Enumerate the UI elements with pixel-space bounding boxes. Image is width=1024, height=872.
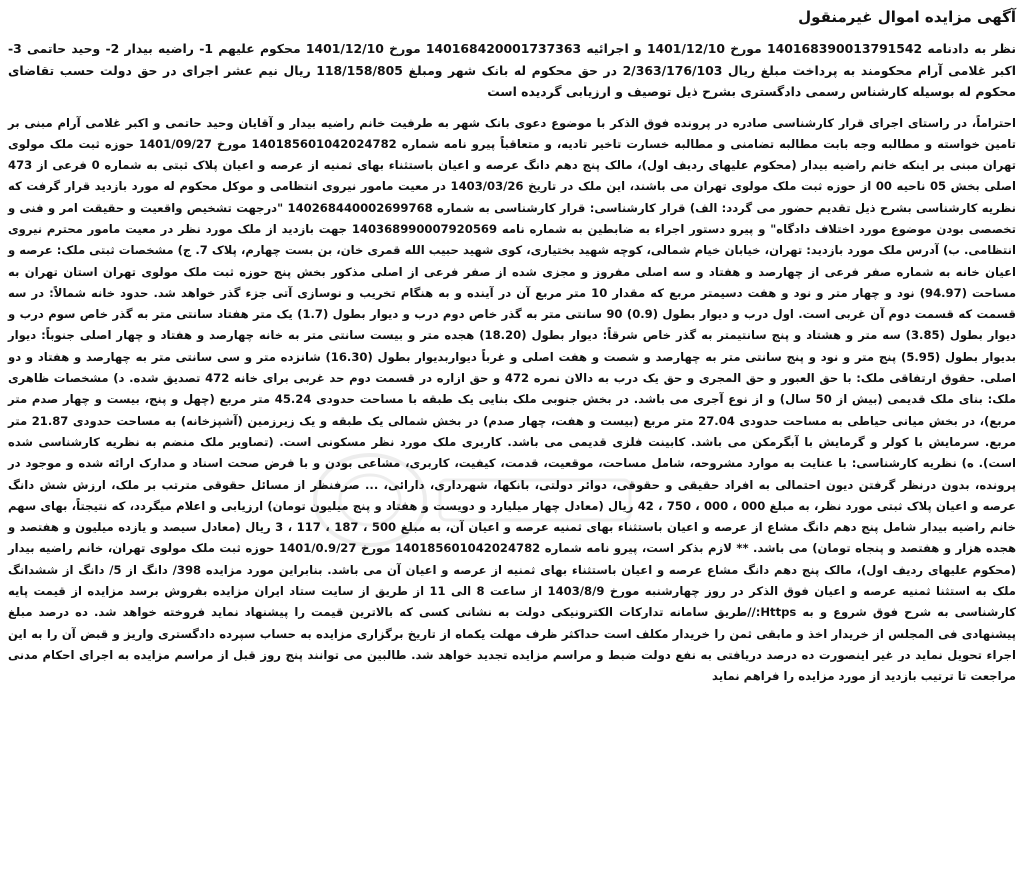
document-title: آگهی مزایده اموال غیرمنقول (798, 8, 1016, 26)
body-paragraph: احتراماً، در راستای اجرای قرار کارشناسی صادره در پرونده فوق الذکر با موضوع دعوی بانک شهر به طرفیت خانم راضیه بیدار و آقایان وحید حاتمی و اکبر غلامی آرام مبنی بر تامین خواسته و مطالبه وجه بابت مطالبه تضامنی و مطالبه خسارت تاخیر تادیه، و متعاقباً پیرو نامه شماره 140185601042024782 مورخ 1401/09/27 حوزه ثبت ملک مولوی تهران مبنی بر اینکه خانم راضیه بیدار (محکوم علیهای ردیف اول)، مالک پنج دهم دانگ عرصه و اعیان باستثناء بهای ثمنیه از عرصه و اعیان پلاک ثبتی به شماره 0 فرعی از 473 اصلی بخش 05 ناحیه 00 از حوزه ثبت ملک مولوی تهران می باشند، این ملک در تاریخ 1403/03/26 در معیت مامور نیروی انتظامی و موکل محکوم له مورد بازدید قرار گرفت که نظریه کارشناسی بشرح ذیل تقدیم حضور می گردد: الف) قرار کارشناسی: قرار کارشناسی به شماره 140268440002699768 "درجهت تشخیص واقعیت و حقیقت امر و فنی و تخصصی بودن موضوع مورد اختلاف دادگاه" و پیرو دستور اجراء به ضابطین به شماره نامه 140368990007920569 جهت بازدید از ملک مورد نظر در معیت مامور محترم نیروی انتظامی. ب) آدرس ملک مورد بازدید: تهران، خیابان خیام شمالی، کوچه شهید بختیاری، کوی شهید حبیب الله قمری خان، بن بست چهارم، پلاک 7. ج) مشخصات ثبتی ملک: عرصه و اعیان خانه به شماره صفر فرعی از چهارصد و هفتاد و سه اصلی مفروز و مجزی شده از صفر فرعی از اصلی مذکور بخش پنج حوزه ثبت ملک مولوی تهران استان تهران به مساحت (94.97) نود و چهار متر و نود و هفت دسیمتر مربع که مقدار 10 متر مربع آن در آینده و به هنگام تخریب و نوسازی آتی جزء گذر خواهد شد. حدود خانه شمالاً: در سه قسمت که قسمت دوم آن غربی است. اول درب و دیوار بطول (0.9) 90 سانتی متر به گذر خاص دوم درب و دیوار بطول (1.7) یک متر هفتاد سانتی متر به گذر خاص سوم درب و دیوار بطول (3.85) سه متر و هشتاد و پنج سانتیمتر به گذر خاص شرقاً: دیوار بطول (18.20) هجده متر و بیست سانتی متر به خانه چهارصد و هفتاد و چهار اصلی جنوباً: دیوار بدیوار بطول (5.95) پنج متر و نود و پنج سانتی متر به چهارصد و شصت و هفت اصلی و غرباً دیواربدیوار بطول (16.30) شانزده متر و سی سانتی متر به چهارصد و هفتاد و دو اصلی. حقوق ارتفاقی ملک: با حق العبور و حق المجری و حق یک درب به دالان نمره 472 و حق ازاره در قسمت دوم حد غربی برای خانه 472 تصدیق شده. د) مشخصات ظاهری ملک: بنای ملک قدیمی (بیش از 50 سال) و از نوع آجری می باشد. در بخش جنوبی ملک بنایی یک طبقه با مساحت حدودی 45.24 متر مربع (چهل و پنج، بیست و چهار صدم متر مربع)، در بخش میانی حیاطی به مساحت حدودی 27.04 متر مربع (بیست و هفت، چهار صدم) در بخش شمالی یک طبقه و یک زیرزمین (آشپزخانه) به مساحت حدودی 21.87 متر مربع. سرمایش با کولر و گرمایش با آبگرمکن می باشد. کابینت فلزی قدیمی می باشد. کاربری ملک مورد نظر مسکونی است. (تصاویر ملک منضم به نظریه کارشناسی شده است). ه) نظریه کارشناسی: با عنایت به موارد مشروحه، شامل مساحت، موقعیت، قدمت، کیفیت، کاربری، مشاعی بودن و با فرض صحت اسناد و مدارک ارائه شده و موجود در پرونده، بدون درنظر گرفتن دیون احتمالی به افراد حقیقی و حقوقی، دوائر دولتی، بانکها، شهرداری، دارائی، ... صرفنظر از مسائل حقوقی مترتب بر ملک، ارزش شش دانگ عرصه و اعیان پلاک ثبتی مورد نظر، به مبلغ 000 ، 000 ، 750 ، 42 ریال (معادل چهار میلیارد و دویست و هفتاد و پنج میلیون تومان) ارزیابی و اعلام میگردد، که نتیجتاً، بهای سهم خانم راضیه بیدار شامل پنج دهم دانگ مشاع از عرصه و اعیان باستثناء بهای ثمنیه عرصه و اعیان آن، به مبلغ 500 ، 187 ، 117 ، 3 ریال (معادل سیصد و یازده میلیون و هفتصد و هجده هزار و هفتصد و پنجاه تومان) می باشد. ** لازم بذکر است، پیرو نامه شماره 140185601042024782 مورخ 1401/0.9/27 حوزه ثبت ملک مولوی تهران، خانم راضیه بیدار (محکوم علیهای ردیف اول)، مالک پنج دهم دانگ مشاع عرصه و اعیان باستثناء بهای ثمنیه از عرصه و اعیان آن می باشد. بنابراین مورد مزایده 398/ دانگ از 5/ دانگ از ششدانگ ملک به استثنا ثمنیه عرصه و اعیان فوق الذکر در روز چهارشنبه مورخ 1403/8/9 از ساعت 8 الی 11 از طریق از سایت ستاد ایران مزایده بفروش برسد مزایده از قیمت پایه کارشناسی به شرح فوق شروع و به Https://طریق سامانه تدارکات الکترونیکی دولت به نشانی کسی که بالاترین قیمت را پیشنهاد نماید فروخته خواهد شد. ده درصد مبلغ پیشنهادی فی المجلس از خریدار اخذ و مابقی ثمن را خریدار مکلف است حداکثر ظرف مهلت یکماه از تاریخ برگزاری مزایده به حساب سپرده دادگستری واریز و قبض آن را به این اجراء تحویل نماید در غیر اینصورت ده درصد دریافتی به نفع دولت ضبط و مراسم مزایده تجدید خواهد شد. طالبین می توانند پنج روز قبل از مراسم مزایده به اجرای احکام مدنی مراجعت تا ترتیب بازدید از مورد مزایده را فراهم نماید (8, 115, 1017, 684)
intro-paragraph: نظر به دادنامه 140168390013791542 مورخ 1401/12/10 و اجرائیه 140168420001737363 مورخ 1401/12/10 محکوم علیهم 1- راضیه بیدار 2- وحید حاتمی 3- اکبر غلامی آرام محکومند به پرداخت مبلغ ریال 2/363/176/103 در حق محکوم له بانک شهر ومبلغ 118/158/805 ریال نیم عشر اجرای در حق دولت حسب تقاضای محکوم له بوسیله کارشناس رسمی دادگستری بشرح ذیل توصیف و ارزیابی گردیده است (8, 41, 1016, 99)
auction-notice-document (8, 6, 1016, 866)
